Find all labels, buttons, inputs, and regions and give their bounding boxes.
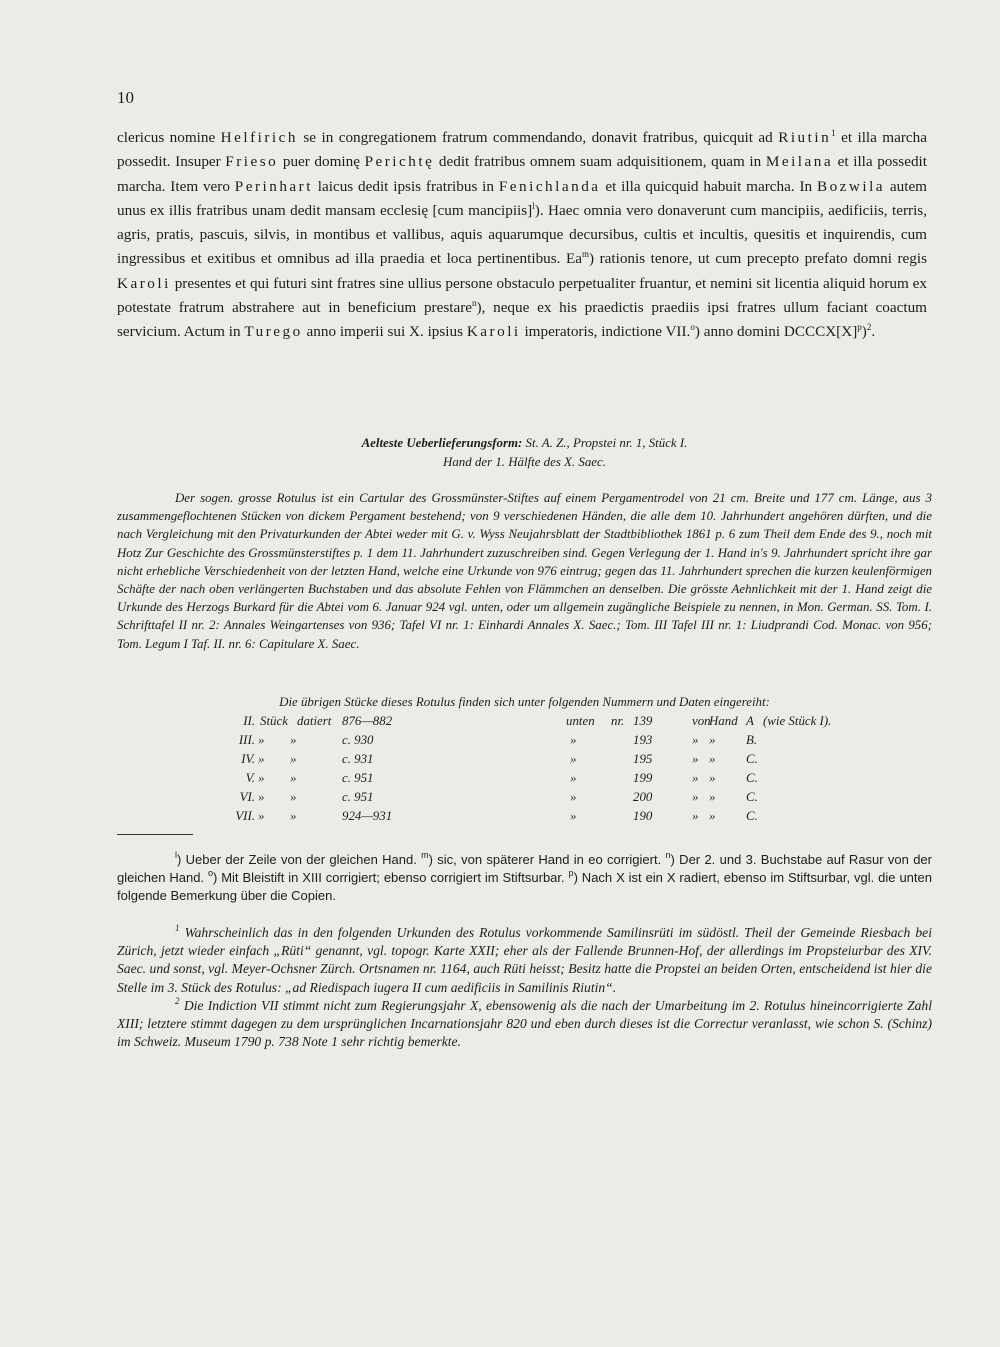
piece-cell-d2: » [290, 771, 297, 785]
piece-cell-h: » [709, 752, 716, 766]
piece-cell-date: c. 951 [342, 771, 374, 785]
piece-cell-d2: » [290, 790, 297, 804]
piece-row [0, 750, 1000, 769]
place-name: Meilana [765, 153, 834, 171]
footnote-ref: n [472, 298, 477, 309]
text-run: et illa quicquid habuit marcha. In [600, 177, 817, 195]
piece-cell-date: c. 931 [342, 752, 374, 766]
footnote-mark: 2 [175, 995, 180, 1006]
piece-cell-n: nr. [611, 714, 625, 728]
piece-cell-page: 195 [633, 752, 653, 766]
piece-cell-n: » [570, 771, 577, 785]
footnote-mark: m [421, 850, 429, 860]
person-name: Frieso [225, 153, 279, 171]
person-name: Perinhart [234, 177, 313, 195]
text-run: et illa marcha possedit. Insuper [117, 129, 927, 171]
person-name: Perichtę [364, 153, 435, 171]
piece-cell-d1: » [258, 752, 265, 766]
piece-cell-v: » [692, 733, 699, 747]
piece-cell-h: » [709, 733, 716, 747]
place-name: Bozwila [816, 177, 886, 195]
piece-cell-hand: C. [746, 752, 758, 766]
text-run: dedit fratribus omnem suam adquisitionem, quam in [434, 153, 766, 171]
footnote-ref: m [582, 249, 590, 260]
piece-cell-n: » [570, 733, 577, 747]
text-run: ), neque ex his praedictis praediis ipsi fratres ullum faciant coactum servicium. Actum in [117, 299, 927, 341]
piece-cell-h: » [709, 809, 716, 823]
piece-cell-date: c. 951 [342, 790, 374, 804]
footnote-ref: l [532, 200, 535, 211]
piece-cell-d2: datiert [297, 714, 332, 728]
piece-cell-u: unten [566, 714, 595, 728]
footnote-mark: 1 [175, 923, 180, 933]
text-run: ) rationis tenore, ut cum precepto prefato domni regis [589, 250, 927, 268]
pieces-table [0, 712, 1000, 826]
piece-cell-hand: B. [746, 733, 758, 747]
piece-cell-h: » [709, 771, 716, 785]
tradition-label: Aelteste Ueberlieferungsform: [361, 436, 523, 450]
text-run: presentes et qui futuri sint fratres sine ullius persone obstaculo perpetualiter fruantur, et nemini sit licentia aliquid horum ex potestate fratrum abstrahere aut in beneficium prestare [117, 274, 927, 317]
footnote-text: ) Ueber der Zeile von der gleichen Hand. [177, 852, 422, 867]
piece-cell-d1: » [258, 790, 265, 804]
tradition-line [117, 434, 932, 453]
piece-cell-date: 924—931 [342, 809, 393, 823]
piece-cell-v: » [692, 809, 699, 823]
place-name: Fenichlanda [498, 177, 601, 195]
footnote-text: ) Nach X ist ein X radiert, ebenso im Stiftsurbar, vgl. die unten folgende Bemerkung über die Copien. [117, 870, 932, 904]
piece-cell-page: 193 [633, 733, 653, 747]
piece-cell-page: 199 [633, 771, 653, 785]
piece-cell-page: 190 [633, 809, 653, 823]
piece-cell-n: » [570, 790, 577, 804]
piece-row [0, 788, 1000, 807]
tradition-value: St. A. Z., Propstei nr. 1, Stück I. [522, 436, 688, 450]
piece-cell-hand: C. [746, 790, 758, 804]
text-run: et illa possedit marcha. Item vero [117, 153, 927, 195]
piece-row [0, 731, 1000, 750]
place-name: Turego [244, 323, 303, 341]
text-run: clericus nomine [117, 129, 221, 146]
piece-cell-date: 876—882 [342, 714, 393, 728]
page-number: 10 [117, 88, 134, 107]
text-run: anno imperii sui X. ipsius [302, 323, 467, 341]
footnote-ref: 2 [866, 322, 872, 333]
piece-cell-d1: Stück [260, 714, 288, 728]
piece-cell-d1: » [258, 771, 265, 785]
piece-cell-n: » [570, 752, 577, 766]
footnote-text: ) Mit Bleistift in XIII corrigiert; ebenso corrigiert im Stiftsurbar. [212, 870, 569, 886]
text-run: ) [861, 323, 867, 341]
text-run: . [871, 323, 876, 341]
piece-cell-h: Hand [709, 714, 738, 728]
text-run: laicus dedit ipsis fratribus in [312, 177, 499, 195]
piece-cell-num: III. [238, 733, 255, 747]
piece-row [0, 807, 1000, 826]
piece-cell-v: » [692, 790, 699, 804]
footnote-mark: l [175, 850, 177, 860]
piece-cell-d2: » [290, 752, 297, 766]
text-run: ) anno domini DCCCX[X] [694, 323, 858, 341]
piece-cell-d2: » [290, 733, 297, 747]
piece-cell-num: V. [245, 771, 255, 785]
piece-cell-h: » [709, 790, 716, 804]
piece-cell-num: IV. [241, 752, 255, 766]
piece-cell-d1: » [258, 809, 265, 823]
piece-cell-date: c. 930 [342, 733, 374, 747]
tradition-hand: Hand der 1. Hälfte des X. Saec. [443, 454, 606, 469]
list-intro: Die übrigen Stücke dieses Rotulus finden sich unter folgenden Nummern und Daten eingereiht: [279, 695, 770, 709]
text-run: puer dominę [278, 153, 365, 171]
piece-cell-d2: » [290, 809, 297, 823]
text-run: ). Haec omnia vero donaverunt cum mancipiis, aedificiis, terris, agris, pratis, pascuis, silvis, in montibus et vallibus, aquis aquarumque decursibus, cultis et incultis, quesitis et inquirendis, cum ingressibus et exitibus et omnibus ad illa praedia et loca pertinentibus. Ea [117, 201, 927, 268]
piece-cell-d1: » [258, 733, 265, 747]
footnote-text: ) Der 2. und 3. Buchstabe auf Rasur von der gleichen Hand. [117, 852, 932, 886]
piece-cell-v: » [692, 752, 699, 766]
charter-text [117, 126, 927, 345]
piece-cell-num: VII. [235, 809, 255, 823]
person-name: Helfirich [220, 129, 298, 146]
numbered-footnotes [117, 924, 932, 1051]
footnote-text: ) sic, von späterer Hand in eo corrigiert. [428, 852, 666, 867]
piece-cell-note: (wie Stück I). [763, 714, 832, 728]
footnote-ref: o [690, 322, 695, 333]
place-name: Riutin [778, 129, 832, 146]
piece-cell-page: 200 [633, 790, 653, 804]
piece-cell-v: von [692, 714, 711, 728]
piece-cell-num: VI. [239, 790, 255, 804]
piece-cell-hand: C. [746, 771, 758, 785]
footnote-ref: 1 [831, 128, 836, 138]
piece-row [0, 769, 1000, 788]
description-paragraph: Der sogen. grosse Rotulus ist ein Cartular des Grossmünster-Stiftes auf einem Pergamentrodel von 21 cm. Breite und 177 cm. Länge, aus 3 zusammengeflochtenen Stücken von dickem Pergament bestehend; von 9 verschiedenen Händen, die alle dem 10. Jahrhundert angehören dürften, und die nach Vergleichung mit den Privaturkunden der Abtei weder mit G. v. Wyss Neujahrsblatt der Stadtbibliothek 1861 p. 6 zum Theil dem Ende des 9., noch mit Hotz Zur Geschichte des Grossmünsterstiftes p. 1 dem 11. Jahrhundert zuzuschreiben sind. Gegen Verlegung der 1. Hand in's 9. Jahrhundert spricht ihre gar nicht erhebliche Verschiedenheit von der letzten Hand, welche eine Urkunde von 976 eintrug; gegen das 11. Jahrhundert sprechen die kurzen keulenförmigen Schäfte der nach oben verlängerten Buchstaben und das absolute Fehlen von Flämmchen an denselben. Die grösste Aehnlichkeit mit der 1. Hand zeigt die Urkunde des Herzogs Burkard für die Abtei vom 6. Januar 924 vgl. unten, oder um allgemein zugängliche Beispiele zu nennen, in Mon. German. SS. Tom. I. Schrifttafel II nr. 2: Annales Weingartenses von 936; Tafel VI nr. 1: Einhardi Annales X. Saec.; Tom. III Tafel III nr. 1: Liudprandi Cod. Monac. von 956; Tom. Legum I Taf. II. nr. 6: Capitulare X. Saec. [117, 491, 932, 651]
person-name: Karoli [117, 274, 171, 292]
footnote-text: Die Indiction VII stimmt nicht zum Regierungsjahr X, ebensowenig als die nach der Umarbeitung im 2. Rotulus hineincorrigierte Zahl XIII; letztere stimmt dagegen zu dem ursprünglichen Incarnationsjahr 820 und eben durch dieses ist die Correctur veranlasst, wie schon S. (Schinz) im Schweiz. Museum 1790 p. 738 Note 1 sehr richtig bemerkte. [117, 997, 933, 1050]
footnote-mark: n [665, 850, 671, 860]
piece-cell-page: 139 [633, 714, 653, 728]
rotulus-description [117, 489, 932, 653]
piece-row [0, 712, 1000, 731]
text-run: imperatoris, indictione VII. [520, 323, 691, 341]
person-name: Karoli [466, 323, 521, 341]
footnote-mark: p [568, 868, 574, 879]
piece-cell-hand: A [746, 714, 754, 728]
apparatus-footnotes [117, 851, 932, 906]
piece-cell-hand: C. [746, 809, 758, 823]
footnote-ref: p [857, 322, 862, 333]
piece-cell-num: II. [243, 714, 255, 728]
text-run: se in congregationem fratrum commendando, donavit fratribus, quicquit ad [297, 129, 779, 146]
tradition-heading [117, 434, 932, 471]
piece-cell-v: » [692, 771, 699, 785]
footnote-2 [117, 997, 932, 1052]
footnote-mark: o [207, 868, 213, 879]
footnote-text: Wahrscheinlich das in den folgenden Urkunden des Rotulus vorkommende Samilinsrüti im südöstl. Theil der Gemeinde Riesbach bei Zürich, jetzt wieder einfach „Rüti“ genannt, vgl. topogr. Karte XXII; eher als der Fallende Brunnen-Hof, der allerdings im Propsteiurbar des XIV. Saec. und sonst, vgl. Meyer-Ochsner Zürch. Ortsnamen nr. 1164, auch Rüti heisst; Besitz hatte die Propstei an beiden Orten, entscheidend ist hier die Stelle im 3. Stück des Rotulus: „ad Riedispach iugera II cum aedificiis in Samilinis Riutin“. [117, 925, 932, 995]
text-run: autem unus ex illis fratribus unam dedit mansam ecclesię [cum mancipiis] [117, 177, 927, 219]
footnote-1 [117, 924, 932, 997]
footnote-divider [117, 834, 193, 835]
charter-paragraph [117, 126, 927, 345]
piece-cell-n: » [570, 809, 577, 823]
apparatus-paragraph [117, 851, 932, 906]
